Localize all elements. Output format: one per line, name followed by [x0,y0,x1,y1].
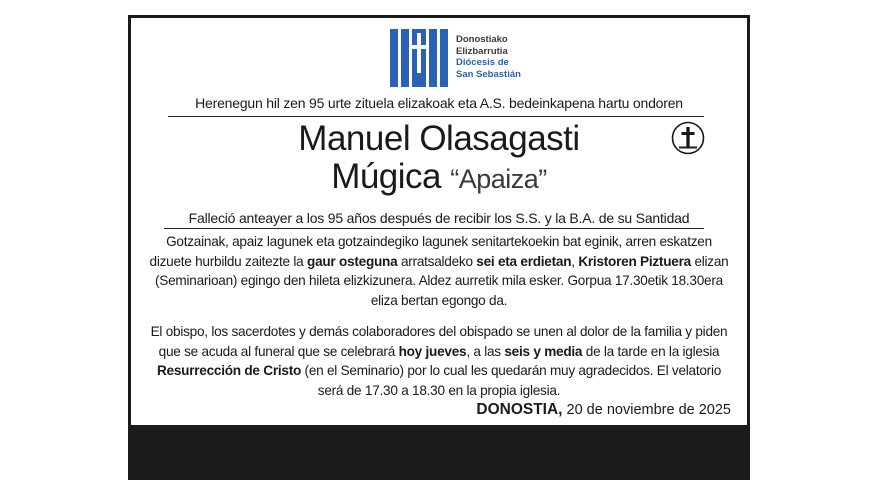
text-run: Gotzainak, apaiz lagunek eta gotzaindegiko lagunek senitartekoekin bat eginik, arren eskatzen dizuete hurbildu zaitezte la [149,234,712,269]
signoff-city: DONOSTIA, [476,401,563,418]
nickname: “Apaiza” [450,164,547,194]
signoff-date: 20 de noviembre de 2025 [562,402,731,418]
text-run: El obispo, los sacerdotes y demás colaboradores del obispado se unen al dolor de la familia y piden que se acuda al funeral que se celebrará [150,324,728,359]
bold-run: seis y media [504,343,583,359]
text-run: elizan (Seminarioan) egingo den hileta elizkizunera. Aldez aurretik mila esker. Gorpua 17.30etik 18.30era eliza bertan egongo da. [155,253,729,308]
text-run: arratsaldeko [397,253,477,269]
cross-in-circle-icon [671,121,705,155]
logo-line-2: Elizbarrutia [456,45,508,57]
logo-line-4: San Sebastián [456,68,521,80]
death-announcement-spanish: Falleció anteayer a los 95 años después de recibir los S.S. y la B.A. de su Santidad [188,210,690,226]
bold-run: hoy jueves [398,343,467,359]
text-run: , a las [466,343,505,359]
bold-run: Resurrección de Cristo [156,363,302,378]
signoff [476,401,731,419]
bold-run: Kristoren Piztuera [578,253,691,269]
text-run: (en el Seminario) por lo cual les quedarán muy agradecidos. El velatorio será de 17.30 a 18.30 en la propia iglesia. [301,363,722,398]
logo-line-3: Diócesis de [456,57,509,68]
name-line-2 [131,158,747,198]
basque-paragraph [147,232,731,310]
diocese-cross-logo-icon [390,27,448,87]
divider-top [168,116,704,117]
surname-second: Múgica [331,157,442,196]
text-run: , [571,253,579,269]
text-run: de la tarde en la iglesia [582,343,720,359]
name-line-1: Manuel Olasagasti [298,119,580,158]
bold-run: gaur osteguna [307,253,398,269]
bold-run: sei eta erdietan [476,253,572,269]
preamble-basque: Herenegun hil zen 95 urte zituela elizakoak eta A.S. bedeinkapena hartu ondoren [195,95,683,111]
logo-line-1: Donostiako [456,34,508,45]
deceased-name [131,120,747,198]
notice-body [131,18,747,425]
obituary-notice [128,15,750,480]
diocese-logo-text [456,34,521,80]
diocese-logo [390,27,550,89]
divider-middle [164,228,704,229]
spanish-paragraph [147,322,731,400]
